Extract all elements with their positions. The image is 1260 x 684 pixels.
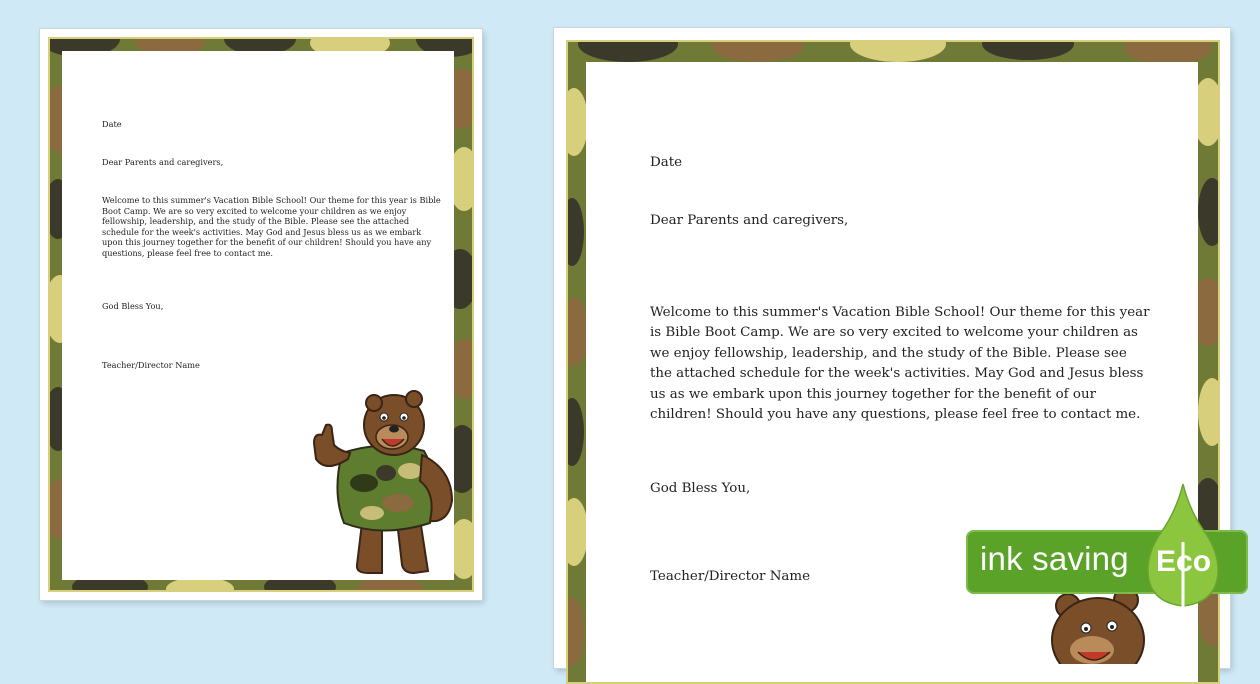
letter-date: Date: [102, 119, 122, 129]
letter-signature: Teacher/Director Name: [102, 360, 200, 370]
ink-saving-label: ink saving: [980, 540, 1129, 577]
letter-closing: God Bless You,: [102, 301, 164, 311]
letter-body: Welcome to this summer's Vacation Bible School! Our theme for this year is Bible Boot Camp. We are so very excited to welcome your children as we enjoy fellowship, leadership, and the study of the Bible. Please see the attached schedule for the week's activities. May God and Jesus bless us as we embark upon this journey together for the benefit of our children! Should you have any questions, please feel free to contact me.: [650, 305, 1150, 423]
bear-camo-thumbs-up-icon: [302, 373, 466, 577]
letter-date: Date: [650, 155, 683, 170]
letter-signature: Teacher/Director Name: [650, 569, 811, 584]
letter-greeting: Dear Parents and caregivers,: [102, 157, 224, 167]
letter-greeting: Dear Parents and caregivers,: [650, 213, 849, 228]
eco-label: Eco: [1156, 545, 1212, 578]
letter-sheet-left: [40, 29, 482, 600]
letter-closing: God Bless You,: [650, 481, 751, 496]
bear-head-icon: [1044, 584, 1154, 664]
letter-body: Welcome to this summer's Vacation Bible School! Our theme for this year is Bible Boot Camp. We are so very excited to welcome your children as we enjoy fellowship, leadership, and the study of the Bible. Please see the attached schedule for the week's activities. May God and Jesus bless us as we embark upon this journey together for the benefit of our children! Should you have any questions, please feel free to contact me.: [102, 195, 441, 258]
